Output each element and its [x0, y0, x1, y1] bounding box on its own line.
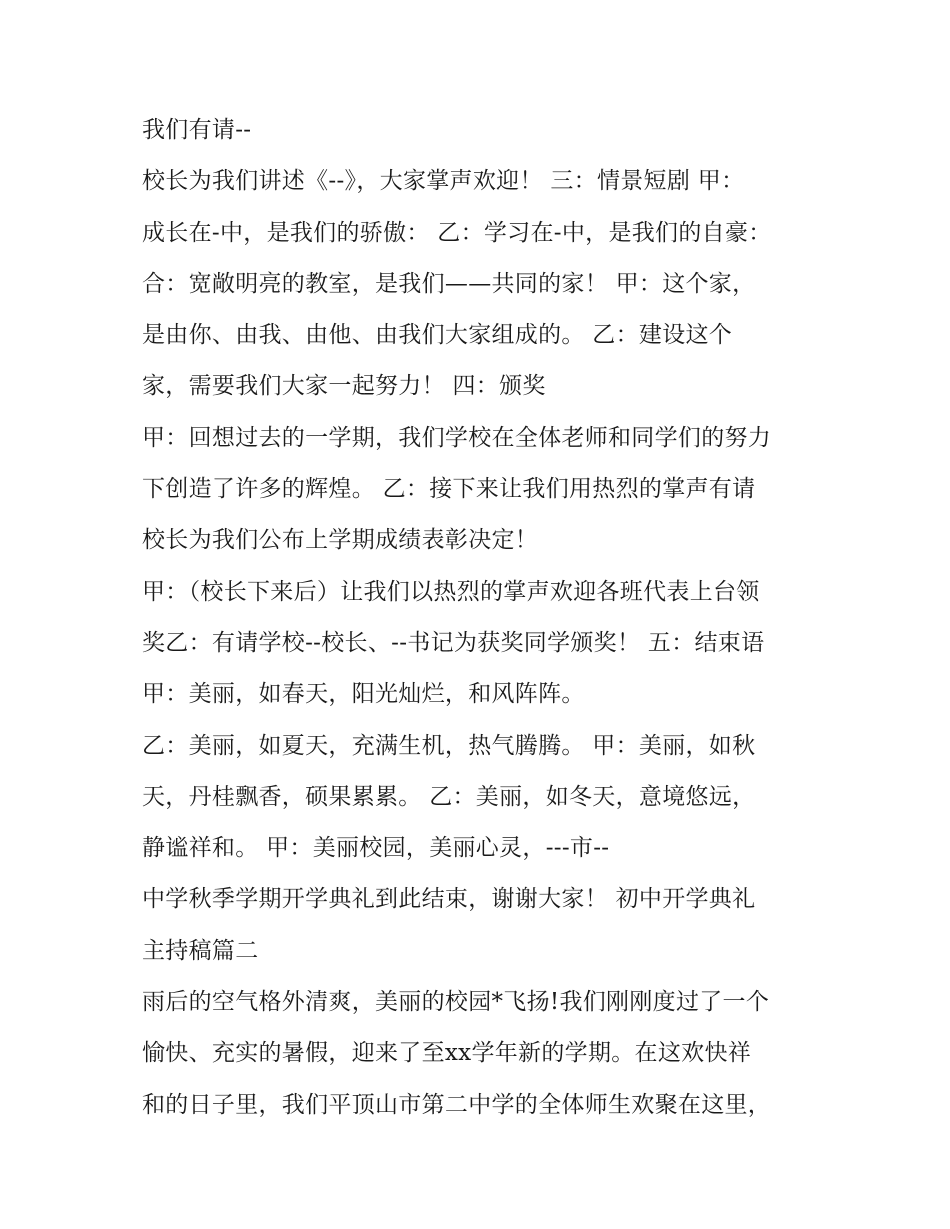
text-line: 乙：美丽，如夏天，充满生机，热气腾腾。 甲：美丽，如秋 — [142, 732, 756, 759]
text-line: 天，丹桂飘香，硕果累累。 乙：美丽，如冬天，意境悠远， — [142, 783, 756, 810]
text-line: 是由你、由我、由他、由我们大家组成的。 乙：建设这个 — [142, 322, 733, 349]
text-line: 成长在-中，是我们的骄傲： 乙：学习在-中，是我们的自豪： — [142, 219, 772, 246]
text-line: 愉快、充实的暑假，迎来了至xx学年新的学期。在这欢快祥 — [142, 1040, 752, 1067]
text-line: 雨后的空气格外清爽，美丽的校园*飞扬!我们刚刚度过了一个 — [142, 989, 770, 1016]
text-line: 中学秋季学期开学典礼到此结束，谢谢大家！ 初中开学典礼 — [142, 886, 756, 913]
section-heading: 主持稿篇二 — [142, 937, 259, 964]
text-line: 合：宽敞明亮的教室，是我们——共同的家！ 甲：这个家， — [142, 270, 756, 297]
text-line: 我们有请-- — [142, 117, 252, 143]
text-line: 甲：回想过去的一学期，我们学校在全体老师和同学们的努力 — [142, 424, 772, 451]
text-line: 家，需要我们大家一起努力！ 四：颁奖 — [142, 373, 546, 400]
text-line: 校长为我们讲述《--》，大家掌声欢迎！ 三：情景短剧 甲： — [142, 168, 745, 195]
text-line: 奖乙：有请学校--校长、--书记为获奖同学颁奖！ 五：结束语 — [142, 629, 765, 656]
text-line: 甲：（校长下来后）让我们以热烈的掌声欢迎各班代表上台领 — [142, 578, 760, 605]
document-body — [142, 110, 832, 1136]
text-line: 甲：美丽，如春天，阳光灿烂，和风阵阵。 — [142, 681, 585, 708]
text-line: 静谧祥和。 甲：美丽校园，美丽心灵，---市-- — [142, 835, 610, 862]
text-line: 校长为我们公布上学期成绩表彰决定！ — [142, 527, 539, 554]
text-line: 和的日子里，我们平顶山市第二中学的全体师生欢聚在这里， — [142, 1091, 772, 1118]
text-line: 下创造了许多的辉煌。 乙：接下来让我们用热烈的掌声有请 — [142, 476, 756, 503]
